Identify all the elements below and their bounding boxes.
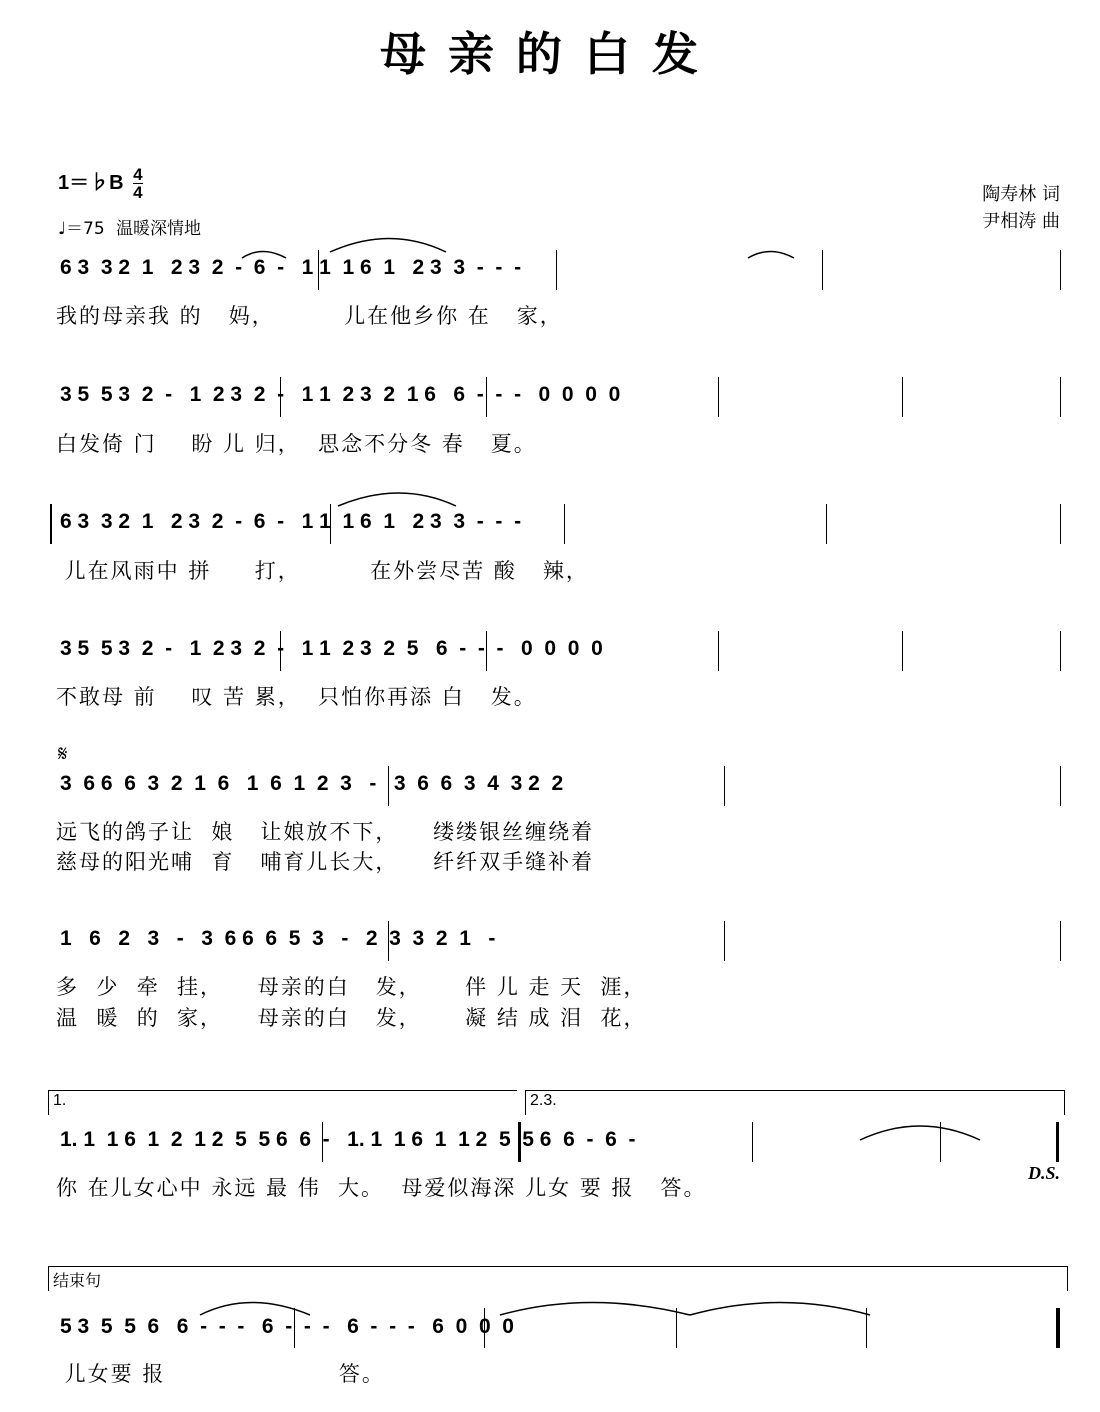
score-row-5-lyrics-verse-2: 慈母的阳光哺 育 哺育儿长大， 纤纤双手缝补着 bbox=[56, 850, 595, 874]
composer-credit: 尹相涛 曲 bbox=[982, 211, 1060, 232]
volta-first-ending: 1. bbox=[48, 1090, 517, 1115]
score-row-4-notes: 3 5 5 3 2 - 1 2 3 2 - 1 1 2 3 2 5 6 - - - 0 0 0 0 bbox=[60, 637, 603, 660]
slur bbox=[338, 493, 456, 506]
score-row-2-lyrics: 白发倚 门 盼 儿 归， 思念不分冬 春 夏。 bbox=[56, 432, 537, 456]
score-row-1-lyrics: 我的母亲我 的 妈， 儿在他乡你 在 家， bbox=[56, 304, 563, 328]
score-row-2-notes: 3 5 5 3 2 - 1 2 3 2 - 1 1 2 3 2 1 6 6 - - - 0 0 0 0 bbox=[60, 383, 621, 406]
volta-second-third-ending: 2.3. bbox=[525, 1090, 1065, 1115]
score-row-5-lyrics-verse-1: 远飞的鸽子让 娘 让娘放不下， 缕缕银丝缠绕着 bbox=[56, 820, 595, 844]
score-row-1-notes: 6 3 3 2 1 2 3 2 - 6 - 1 1 1 6 1 2 3 3 - - - bbox=[60, 256, 522, 279]
score-row-3-notes: 6 3 3 2 1 2 3 2 - 6 - 1 1 1 6 1 2 3 3 - - - bbox=[60, 510, 522, 533]
score-row-8-lyrics: 儿女要 报 答。 bbox=[56, 1362, 385, 1386]
tempo-value: ♩＝75 bbox=[58, 219, 105, 239]
slur bbox=[860, 1126, 980, 1140]
score-row-3-lyrics: 儿在风雨中 拼 打， 在外尝尽苦 酸 辣， bbox=[56, 559, 589, 583]
slur bbox=[500, 1303, 690, 1316]
score-row-5-notes: 3 6 6 6 3 2 1 6 1 6 1 2 3 - 3 6 6 3 4 3 2 2 bbox=[60, 772, 564, 795]
score-row-4-lyrics: 不敢母 前 叹 苦 累， 只怕你再添 白 发。 bbox=[56, 685, 537, 709]
slur bbox=[242, 252, 286, 259]
segno-sign: 𝄋 bbox=[58, 742, 68, 767]
slur bbox=[690, 1303, 870, 1316]
score-row-7-notes: 1. 1 1 6 1 2 1 2 5 5 6 6 - 1. 1 1 6 1 1 2 5 5 6 6 - 6 - bbox=[60, 1128, 636, 1151]
score-row-6-notes: 1 6 2 3 - 3 6 6 6 5 3 - 2 3 3 2 1 - bbox=[60, 927, 496, 950]
slur bbox=[330, 239, 446, 253]
dal-segno-mark: D.S. bbox=[1027, 1163, 1060, 1183]
song-title: 母亲的白发 bbox=[380, 27, 720, 81]
key-label: 1＝♭B bbox=[58, 172, 124, 194]
time-bottom: 4 bbox=[133, 183, 143, 203]
time-top: 4 bbox=[133, 165, 143, 185]
coda-bracket: 结束句 bbox=[48, 1266, 1068, 1291]
score-row-6-lyrics-verse-1: 多 少 牵 挂， 母亲的白 发， 伴 儿 走 天 涯， bbox=[56, 975, 647, 999]
score-row-6-lyrics-verse-2: 温 暖 的 家， 母亲的白 发， 凝 结 成 泪 花， bbox=[56, 1006, 647, 1030]
lyricist-credit: 陶寿林 词 bbox=[982, 184, 1060, 205]
slur bbox=[200, 1303, 310, 1316]
score-row-7-lyrics: 你 在儿女心中 永远 最 伟 大。 母爱似海深 儿女 要 报 答。 bbox=[56, 1176, 707, 1200]
score-row-8-notes: 5 3 5 5 6 6 - - - 6 - - - 6 - - - 6 0 0 0 bbox=[60, 1315, 514, 1338]
expression-text: 温暖深情地 bbox=[116, 219, 202, 239]
slur bbox=[748, 252, 794, 259]
